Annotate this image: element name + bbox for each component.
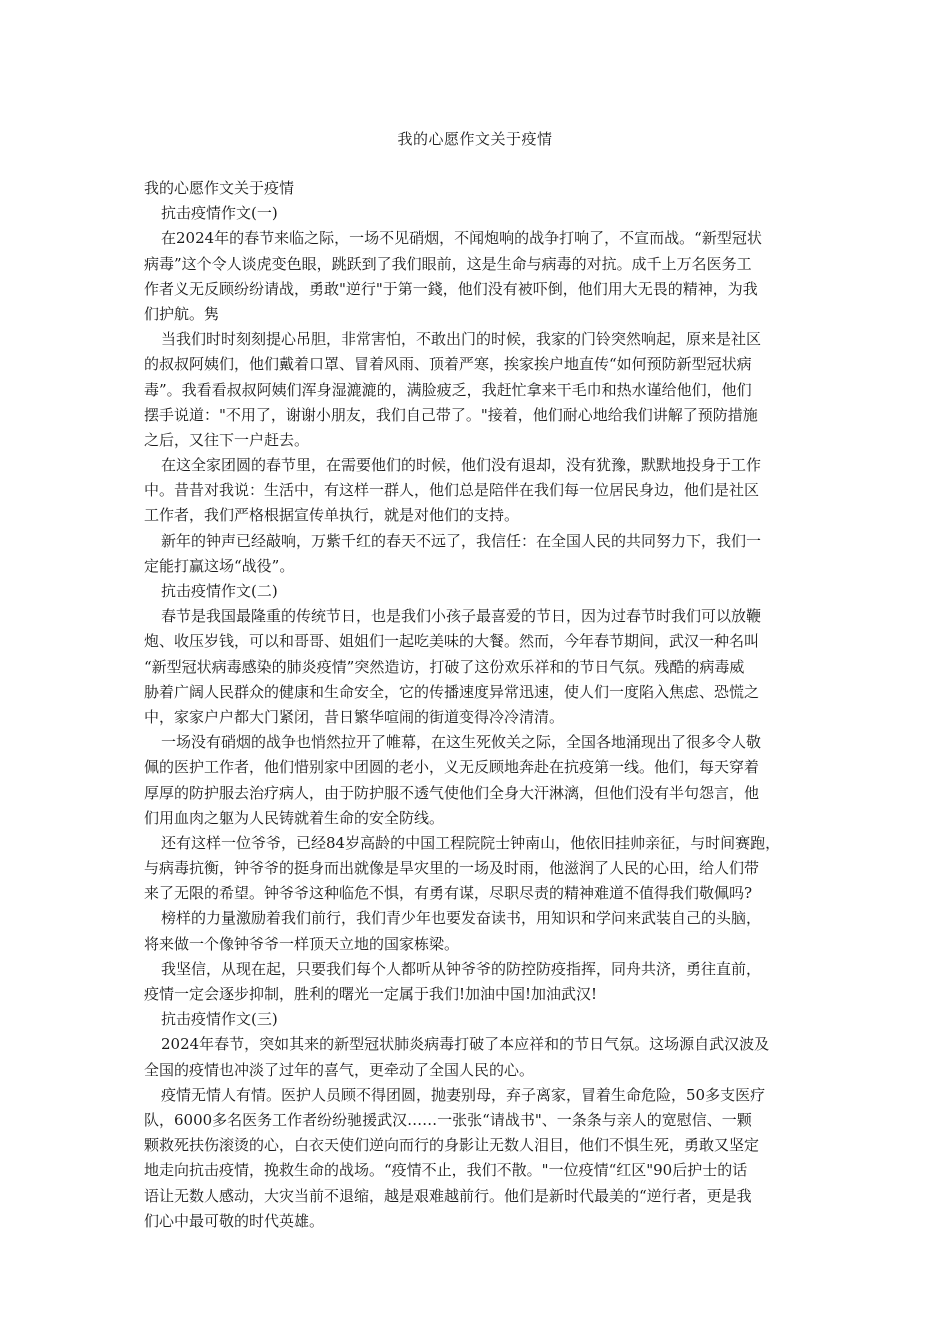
- text-line: 我坚信，从现在起，只要我们每个人都听从钟爷爷的防控防疫指挥，同舟共济，勇往直前，: [161, 959, 762, 978]
- text-line: 地走向抗击疫情，挽救生命的战场。“疫情不止，我们不散。"一位疫情“红区"90后护士的话: [144, 1161, 748, 1180]
- text-line: 2024年春节，突如其来的新型冠状肺炎病毒打破了本应祥和的节日气氛。这场源自武汉波及: [161, 1035, 770, 1054]
- text-line: 将来做一个像钟爷爷一样顶天立地的国家栋梁。: [144, 934, 460, 953]
- text-line: 厚厚的防护服去治疗病人，由于防护服不透气使他们全身大汗淋漓，但他们没有半句怨言，他: [144, 783, 760, 802]
- text-line: 工作者，我们严格根据宣传单执行，就是对他们的支持。: [144, 506, 520, 525]
- text-line: 们护航。隽: [144, 304, 220, 323]
- document-body: [144, 176, 816, 1234]
- text-line: 全国的疫情也冲淡了过年的喜气，更牵动了全国人民的心。: [144, 1060, 535, 1079]
- text-line: 之后，又往下一户赶去。: [144, 430, 310, 449]
- text-line: 炮、收压岁钱，可以和哥哥、姐姐们一起吃美味的大餐。然而，今年春节期间，武汉一种名叫: [144, 632, 760, 651]
- text-line: 中。昔昔对我说：生活中，有这样一群人，他们总是陪伴在我们每一位居民身边，他们是社区: [144, 481, 760, 500]
- text-line: 春节是我国最隆重的传统节日，也是我们小孩子最喜爱的节日，因为过春节时我们可以放鞭: [161, 607, 762, 626]
- text-line: “新型冠状病毒感染的肺炎疫情”突然造访，打破了这份欢乐祥和的节日气氛。残酷的病毒威: [144, 657, 745, 676]
- text-line: 疫情无情人有情。医护人员顾不得团圆，抛妻别母，弃子离家，冒着生命危险，50多支医疗: [161, 1085, 766, 1104]
- text-line: 在2024年的春节来临之际，一场不见硝烟，不闻炮响的战争打响了，不宣而战。“新型冠状: [161, 229, 762, 248]
- text-line: 与病毒抗衡，钟爷爷的挺身而出就像是旱灾里的一场及时雨，他滋润了人民的心田，给人们带: [144, 859, 760, 878]
- text-line: 抗击疫情作文(一): [161, 204, 278, 223]
- text-line: 作者义无反顾纷纷请战，勇敢"逆行"于第一錢，他们没有被吓倒，他们用大无畏的精神，为我: [144, 279, 758, 298]
- text-line: 队，6000多名医务工作者纷纷驰援武汉……一张张“请战书"、一条条与亲人的宽慰信、一颗: [144, 1110, 752, 1129]
- text-line: 病毒”这个令人谈虎变色眼，跳跃到了我们眼前，这是生命与病毒的对抗。成千上万名医务工: [144, 254, 752, 273]
- text-line: 还有这样一位爷爷，已经84岁高龄的中国工程院院士钟南山，他依旧挂帅亲征，与时间赛跑，: [161, 833, 781, 852]
- text-line: 我的心愿作文关于疫情: [144, 179, 295, 197]
- text-line: 佩的医护工作者，他们惜别家中团圆的老小，义无反顾地奔赴在抗疫第一线。他们，每天穿着: [144, 758, 760, 777]
- text-line: 疫情一定会逐步抑制，胜利的曙光一定属于我们!加油中国!加油武汉!: [144, 985, 598, 1003]
- text-line: 榜样的力量激励着我们前行，我们青少年也要发奋读书，用知识和学问来武装自己的头脑，: [161, 909, 762, 928]
- text-line: 抗击疫情作文(二): [161, 582, 278, 600]
- text-line: 定能打赢这场“战役”。: [144, 556, 295, 575]
- text-line: 中，家家户户都大门紧闭，昔日繁华喧闹的街道变得冷冷清清。: [144, 707, 565, 726]
- text-line: 新年的钟声已经敲响，万紫千红的春天不远了，我信任：在全国人民的共同努力下，我们一: [161, 531, 762, 550]
- text-line: 来了无限的希望。钟爷爷这种临危不惧，有勇有谋，尽职尽责的精神难道不值得我们敬佩吗?: [144, 884, 753, 903]
- text-line: 当我们时时刻刻提心吊胆，非常害怕，不敢出门的时候，我家的门铃突然响起，原来是社区: [161, 330, 762, 349]
- text-line: 一场没有硝烟的战争也悄然拉开了帷幕，在这生死攸关之际，全国各地涌现出了很多令人敬: [161, 733, 762, 752]
- document-title: 我的心愿作文关于疫情: [397, 130, 553, 148]
- text-line: 在这全家团圆的春节里，在需要他们的时候，他们没有退却，没有犹豫，默默地投身于工作: [161, 456, 762, 475]
- text-line: 语让无数人感动，大灾当前不退缩，越是艰难越前行。他们是新时代最美的“逆行者，更是我: [144, 1186, 752, 1205]
- text-line: 摆手说道："不用了，谢谢小朋友，我们自己带了。"接着，他们耐心地给我们讲解了预防措施: [144, 405, 758, 424]
- text-line: 抗击疫情作文(三): [161, 1010, 278, 1029]
- text-line: 们心中最可敬的时代英雄。: [144, 1211, 325, 1230]
- text-line: 胁着广阔人民群众的健康和生命安全，它的传播速度异常迅速，使人们一度陷入焦虑、恐慌之: [144, 682, 760, 701]
- text-line: 们用血肉之躯为人民铸就着生命的安全防线。: [144, 808, 445, 827]
- text-line: 的叔叔阿姨们，他们戴着口罩、冒着风雨、顶着严寒，挨家挨户地直传“如何预防新型冠状病: [144, 355, 752, 374]
- text-line: 毒”。我看看叔叔阿姨们浑身湿漉漉的，满脸疲乏，我赶忙拿来干毛巾和热水谨给他们，他们: [144, 380, 752, 399]
- text-line: 颗救死扶伤滚烫的心，白衣天使们逆向而行的身影让无数人泪目，他们不惧生死，勇敢又坚定: [144, 1136, 760, 1155]
